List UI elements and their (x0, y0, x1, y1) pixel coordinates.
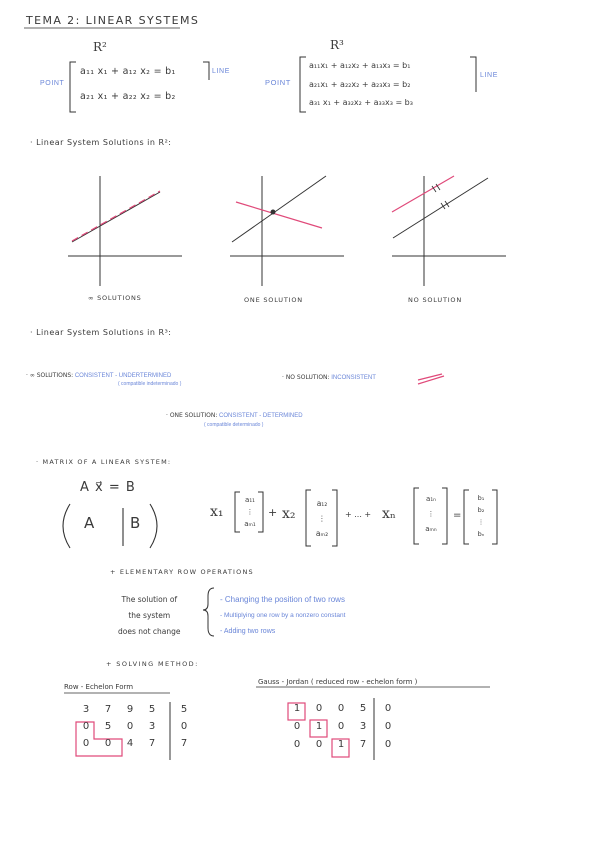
colb-entry-1: b₁ (477, 494, 485, 502)
r3-line-label: LINE (480, 72, 498, 79)
r3-left-bracket (300, 57, 306, 112)
ero-left-line-2: the system (128, 611, 171, 620)
col2-vector (310, 496, 334, 541)
coln-entry-2: ⋮ (427, 510, 435, 518)
r2-line-label: LINE (212, 68, 230, 75)
m1-cell: 3 (82, 704, 90, 715)
m2-cell: 7 (359, 739, 367, 750)
m1-cell: 7 (104, 704, 112, 715)
ero-item-3: - Adding two rows (220, 628, 276, 635)
equals-sign: = (453, 510, 462, 521)
r2-equation-1: a₁₁ x₁ + a₁₂ x₂ = b₁ (80, 66, 176, 77)
colb-vector (469, 492, 493, 540)
r2-left-bracket (70, 62, 76, 112)
xn-symbol: xₙ (382, 506, 396, 522)
augmented-a: A (84, 514, 95, 532)
row-echelon-title: Row - Echelon Form (64, 683, 134, 691)
r2-right-bracket (203, 62, 209, 80)
graph1-label: ∞ SOLUTIONS (88, 294, 142, 302)
x2-symbol: x₂ (282, 506, 296, 522)
r3-one-item (166, 412, 303, 419)
augmented-b: B (130, 514, 141, 532)
m2-cell: 1 (315, 721, 323, 732)
ero-item-2: - Multiplying one row by a nonzero constant (220, 612, 346, 619)
r3-inf-sub: ( compatible indeterminado ) (118, 381, 182, 387)
m1-cell: 3 (148, 721, 156, 732)
coln-entry-3: aₘₙ (425, 525, 437, 533)
col2-entry-1: a₁₂ (316, 499, 328, 508)
r3-none-item (282, 374, 376, 381)
r3-label: R³ (330, 38, 344, 52)
r3-one-text: CONSISTENT - DETERMINED (219, 413, 303, 419)
graph3-label: NO SOLUTION (408, 296, 463, 304)
m1-cell: 5 (180, 704, 188, 715)
inconsistent-scribble (418, 374, 444, 384)
graph1-line-pink (72, 191, 160, 241)
m2-cell: 0 (384, 739, 392, 750)
m1-cell: 7 (180, 738, 188, 749)
r2-section-heading: · Linear System Solutions in R²: (30, 138, 172, 147)
gauss-jordan-title: Gauss - Jordan ( reduced row - echelon form ) (258, 678, 418, 686)
coln-entry-1: a₁ₙ (426, 495, 436, 503)
colb-entry-3: ⋮ (477, 518, 485, 526)
r2-point-label: POINT (40, 80, 65, 87)
graph2-line-black (232, 176, 326, 242)
plus-1: + (268, 506, 278, 519)
m2-cell: 0 (337, 703, 345, 714)
r2-label: R² (93, 40, 107, 54)
m2-cell: 0 (293, 721, 301, 732)
m2-cell: 0 (315, 703, 323, 714)
r3-equation-3: a₃₁ x₁ + a₃₂x₂ + a₃₃x₃ = b₃ (309, 98, 413, 107)
r3-right-bracket (470, 57, 476, 92)
r3-none-text: INCONSISTENT (331, 375, 376, 381)
m1-cell: 0 (104, 738, 112, 749)
m2-cell: 0 (384, 703, 392, 714)
m1-cell: 0 (180, 721, 188, 732)
m2-cell: 3 (359, 721, 367, 732)
m2-cell: 0 (293, 739, 301, 750)
x1-symbol: x₁ (210, 504, 224, 520)
graph2-line-pink (236, 202, 322, 228)
r3-one-sub: ( compatible determinado ) (204, 422, 264, 428)
augmented-left-paren (63, 504, 70, 548)
solving-heading: + SOLVING METHOD: (106, 660, 199, 668)
ero-left-text (118, 592, 181, 640)
r3-inf-item (26, 372, 171, 379)
ero-heading: + ELEMENTARY ROW OPERATIONS (110, 568, 254, 576)
m1-cell: 0 (82, 721, 90, 732)
graph2-intersection-point (271, 210, 276, 215)
plus-dots: + ... + (345, 510, 372, 519)
r3-equation-2: a₂₁x₁ + a₂₂x₂ + a₂₃x₃ = b₂ (309, 80, 411, 89)
coln-vector (418, 492, 444, 537)
m1-cell: 0 (82, 738, 90, 749)
m1-cell: 5 (104, 721, 112, 732)
augmented-right-paren (150, 504, 157, 548)
m2-cell: 5 (359, 703, 367, 714)
col1-entry-2: ⋮ (246, 508, 254, 516)
m2-cell: 0 (384, 721, 392, 732)
m1-cell: 5 (148, 704, 156, 715)
r3-inf-prefix: · ∞ SOLUTIONS: (26, 372, 74, 379)
page-title: TEMA 2: LINEAR SYSTEMS (26, 14, 200, 27)
r3-equation-1: a₁₁x₁ + a₁₂x₂ + a₁₃x₃ = b₁ (309, 61, 411, 70)
colb-entry-4: bₙ (477, 530, 485, 538)
graph1-line-black (72, 192, 160, 242)
ero-items (220, 592, 345, 640)
m2-cell: 1 (293, 703, 301, 714)
colb-entry-2: b₂ (477, 506, 485, 514)
ero-brace (203, 588, 214, 636)
r2-equation-2: a₂₁ x₁ + a₂₂ x₂ = b₂ (80, 91, 176, 102)
ax-equals-b: A x⃗ = B (80, 480, 136, 495)
graph3-line-black (393, 178, 488, 238)
matrix-heading: · MATRIX OF A LINEAR SYSTEM: (36, 458, 172, 466)
r3-one-prefix: · ONE SOLUTION: (166, 412, 218, 419)
m1-cell: 9 (126, 704, 134, 715)
ero-left-line-3: does not change (118, 627, 181, 636)
col2-entry-2: ⋮ (318, 514, 326, 523)
r3-inf-text: CONSISTENT - UNDERTERMINED (74, 373, 172, 379)
graph3-line-pink (392, 176, 454, 212)
m1-cell: 4 (126, 738, 134, 749)
ero-item-1: - Changing the position of two rows (220, 595, 345, 604)
m2-cell: 0 (315, 739, 323, 750)
col2-entry-3: aₘ₂ (315, 529, 329, 538)
ero-left-line-1: The solution of (121, 595, 178, 604)
m2-cell: 1 (337, 739, 345, 750)
r3-none-prefix: · NO SOLUTION: (282, 374, 330, 381)
col1-entry-1: a₁₁ (245, 496, 255, 504)
m2-cell: 0 (337, 721, 345, 732)
col1-entry-3: aₘ₁ (244, 520, 256, 528)
m1-cell: 0 (126, 721, 134, 732)
r3-section-heading: · Linear System Solutions in R³: (30, 328, 172, 337)
r3-point-label: POINT (265, 78, 291, 87)
col1-vector (240, 494, 260, 530)
m1-cell: 7 (148, 738, 156, 749)
graph2-label: ONE SOLUTION (244, 296, 303, 304)
